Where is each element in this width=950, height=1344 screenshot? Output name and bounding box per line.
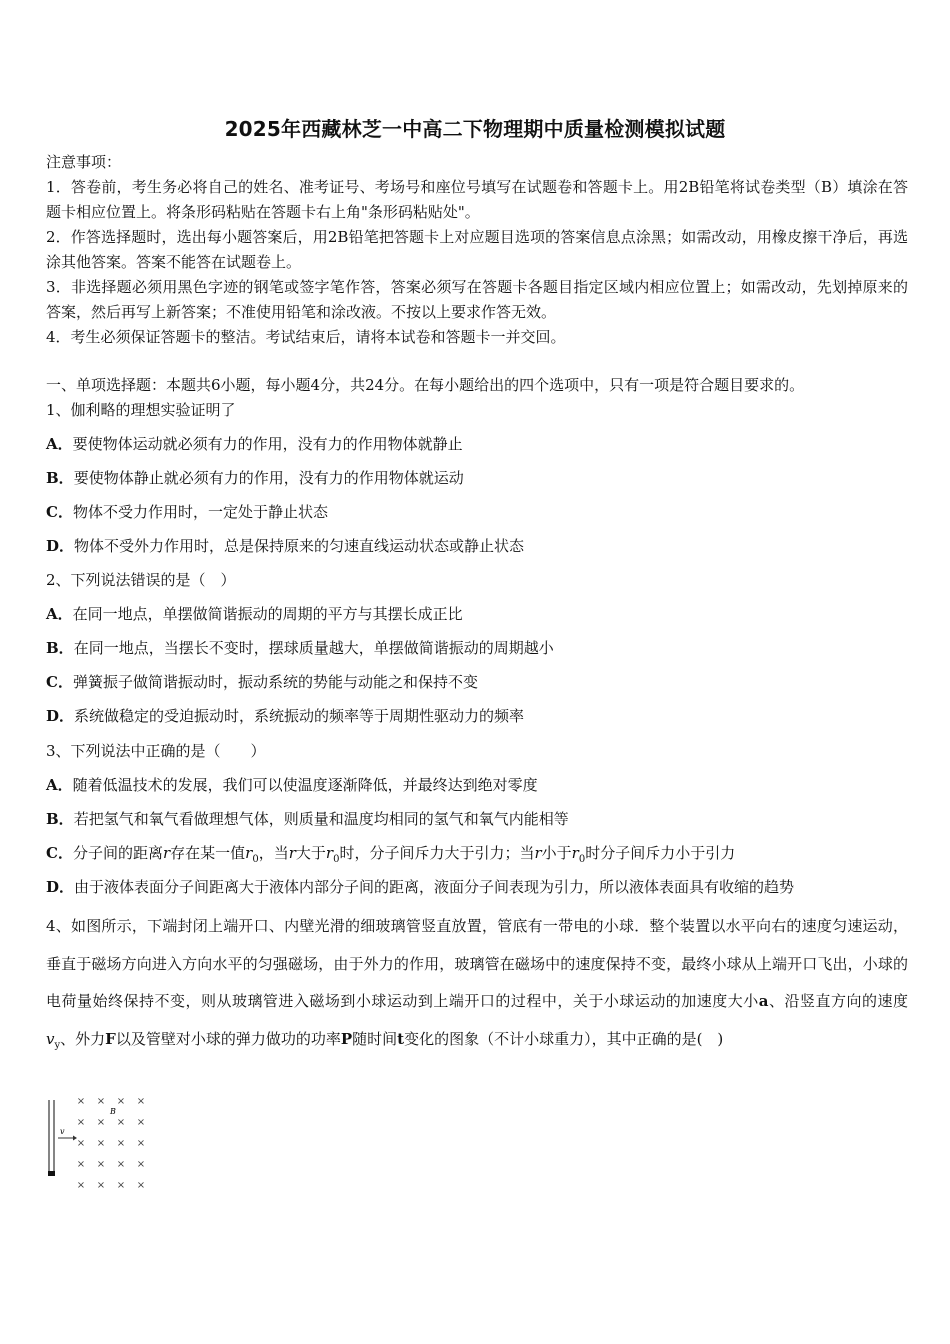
q3-option-b <box>46 808 916 829</box>
field-cross: × <box>76 1096 86 1107</box>
q4-stem: 4、如图所示，下端封闭上端开口、内壁光滑的细玻璃管竖直放置，管底有一带电的小球．整个装置以水平向右的速度匀速运动，垂直于磁场方向进入方向水平的匀强磁场，由于外力的作用，玻璃管在磁场中的速度保持不变，最终小球从上端开口飞出，小球的电荷量始终保持不变，则从玻璃管进入磁场到小球运动到上端开口的过程中，关于小球运动的加速度大小a、沿竖直方向的速度$v_y$、外力F以及管壁对小球的弹力做功的功率P随时间t变化的图象（不计小球重力），其中正确的是( ) <box>46 917 908 1051</box>
q2-option-c <box>46 671 916 692</box>
field-cross: × <box>96 1138 106 1149</box>
q1-stem: 1、伽利略的理想实验证明了 <box>46 401 236 419</box>
field-cross: × <box>96 1180 106 1191</box>
q3-option-d <box>46 876 916 897</box>
field-cross: × <box>76 1180 86 1191</box>
field-cross: × <box>116 1117 126 1128</box>
q2-stem: 2、下列说法错误的是（ ） <box>46 571 236 589</box>
field-cross: × <box>116 1159 126 1170</box>
option-letter: B． <box>46 469 74 487</box>
notice-item-2: 2．作答选择题时，选出每小题答案后，用2B铅笔把答题卡上对应题目选项的答案信息点涂黑；如需改动，用橡皮擦干净后，再选涂其他答案。答案不能答在试题卷上。 <box>46 228 908 271</box>
option-text: 由于液体表面分子间距离大于液体内部分子间的距离，液面分子间表现为引力，所以液体表面具有收缩的趋势 <box>74 878 795 896</box>
option-text: 系统做稳定的受迫振动时，系统振动的频率等于周期性驱动力的频率 <box>74 707 525 725</box>
notice-heading: 注意事项： <box>46 153 122 171</box>
option-letter: D． <box>46 537 75 555</box>
field-cross: × <box>136 1138 146 1149</box>
field-cross: × <box>116 1096 126 1107</box>
option-text: 随着低温技术的发展，我们可以使温度逐渐降低，并最终达到绝对零度 <box>72 776 538 794</box>
field-cross: × <box>136 1096 146 1107</box>
option-text: 在同一地点，单摆做简谐振动的周期的平方与其摆长成正比 <box>72 605 463 623</box>
option-text: 要使物体运动就必须有力的作用，没有力的作用物体就静止 <box>72 435 463 453</box>
option-text: 弹簧振子做简谐振动时，振动系统的势能与动能之和保持不变 <box>72 673 478 691</box>
option-text: 若把氢气和氧气看做理想气体，则质量和温度均相同的氢气和氧气内能相等 <box>73 810 569 828</box>
field-cross: × <box>76 1117 86 1128</box>
q2-option-d <box>46 705 916 726</box>
q3-stem: 3、下列说法中正确的是（ ） <box>46 742 266 760</box>
field-cross: × <box>136 1159 146 1170</box>
field-cross: × <box>136 1180 146 1191</box>
field-cross: × <box>136 1117 146 1128</box>
field-cross: × <box>116 1138 126 1149</box>
q3-option-c <box>46 842 916 865</box>
q3-option-a <box>46 774 916 795</box>
section-heading: 一、单项选择题：本题共6小题，每小题4分，共24分。在每小题给出的四个选项中，只有一项是符合题目要求的。 <box>46 376 805 394</box>
notice-item-3: 3．非选择题必须用黑色字迹的钢笔或签字笔作答，答案必须写在答题卡各题目指定区域内相应位置上；如需改动，先划掉原来的答案，然后再写上新答案；不准使用铅笔和涂改液。不按以上要求作答无效。 <box>46 278 908 321</box>
option-text: 要使物体静止就必须有力的作用，没有力的作用物体就运动 <box>73 469 464 487</box>
page-title: 2025年西藏林芝一中高二下物理期中质量检测模拟试题 <box>224 117 726 141</box>
option-letter: B． <box>46 810 74 828</box>
velocity-label: v <box>60 1127 65 1136</box>
q4-magnetic-field-figure <box>40 1092 170 1191</box>
q2-option-a <box>46 603 916 624</box>
charged-ball <box>48 1171 55 1176</box>
q1-option-a <box>46 433 916 454</box>
field-label: B <box>110 1107 116 1116</box>
q1-option-b <box>46 467 916 488</box>
option-text: 物体不受力作用时，一定处于静止状态 <box>72 503 328 521</box>
q2-option-b <box>46 637 916 658</box>
option-letter: A． <box>46 776 73 794</box>
notice-item-1: 1．答卷前，考生务必将自己的姓名、准考证号、考场号和座位号填写在试题卷和答题卡上。用2B铅笔将试卷类型（B）填涂在答题卡相应位置上。将条形码粘贴在答题卡右上角"条形码粘贴处"。 <box>46 178 908 221</box>
field-cross: × <box>96 1159 106 1170</box>
option-text: 分子间的距离r存在某一值$r_0$，当r大于$r_0$时，分子间斥力大于引力；当r小于$r_0$时分子间斥力小于引力 <box>72 844 736 865</box>
option-letter: A． <box>46 605 73 623</box>
q1-option-c <box>46 501 916 522</box>
option-letter: D． <box>46 707 75 725</box>
option-letter: A． <box>46 435 73 453</box>
option-letter: B． <box>46 639 74 657</box>
q1-option-d <box>46 535 916 556</box>
option-letter: C． <box>46 673 73 691</box>
option-letter: D． <box>46 878 75 896</box>
field-cross: × <box>116 1180 126 1191</box>
notice-block <box>46 150 908 350</box>
notice-item-4: 4．考生必须保证答题卡的整洁。考试结束后，请将本试卷和答题卡一并交回。 <box>46 328 566 346</box>
option-text: 在同一地点，当摆长不变时，摆球质量越大，单摆做简谐振动的周期越小 <box>73 639 554 657</box>
field-cross: × <box>76 1138 86 1149</box>
field-cross: × <box>96 1096 106 1107</box>
option-text: 物体不受外力作用时，总是保持原来的匀速直线运动状态或静止状态 <box>74 537 525 555</box>
option-letter: C． <box>46 503 73 521</box>
field-cross: × <box>96 1117 106 1128</box>
option-letter: C． <box>46 844 73 862</box>
field-cross: × <box>76 1159 86 1170</box>
